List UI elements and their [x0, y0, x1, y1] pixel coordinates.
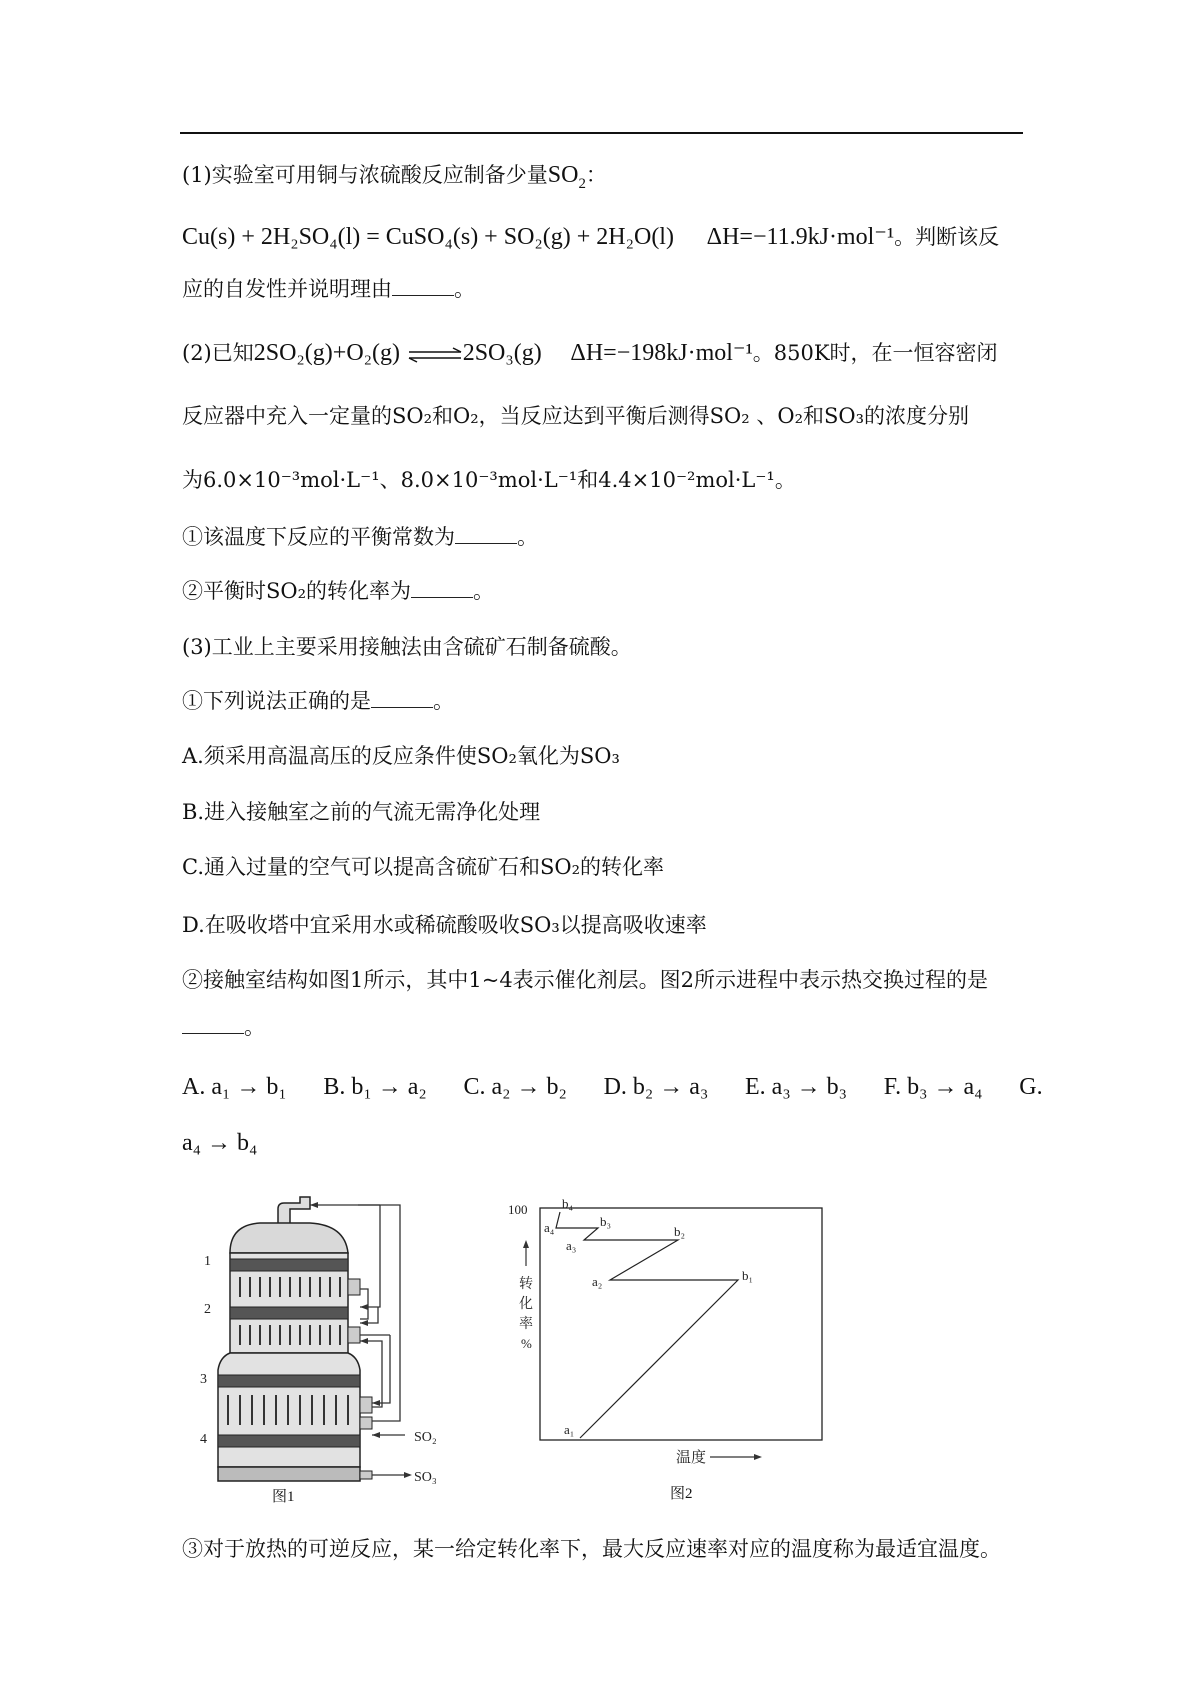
option-g-continued: a₄ → b₄ [182, 1130, 258, 1156]
point-label: b₁ [742, 1268, 754, 1283]
question-2-sub2: ②平衡时SO₂的转化率为 。 [182, 579, 495, 603]
conversion-temperature-chart [500, 1190, 830, 1490]
question-3-sub2-end: 。 [182, 1012, 265, 1042]
point-label: b₂ [674, 1224, 686, 1239]
choice-c: C.通入过量的空气可以提高含硫矿石和SO₂的转化率 [182, 855, 665, 879]
point-label: a₂ [592, 1274, 603, 1289]
equilibrium-arrow-icon [407, 347, 463, 363]
question-1-line3: 应的自发性并说明理由 。 [182, 277, 475, 301]
question-2-line1: (2)已知2SO₂(g)+O₂(g) 2SO₃(g) ΔH=−198kJ·mol⁻¹。850K时，在一恒容密闭 [182, 340, 998, 366]
question-2-sub1: ①该温度下反应的平衡常数为 。 [182, 525, 538, 549]
answer-blank[interactable] [455, 525, 517, 544]
question-3-intro: (3)工业上主要采用接触法由含硫矿石制备硫酸。 [182, 635, 632, 659]
figure-1 [200, 1195, 460, 1509]
figure-2 [500, 1190, 830, 1502]
question-1-intro: (1)实验室可用铜与浓硫酸反应制备少量$SO_2$： [182, 162, 607, 192]
choice-d: D.在吸收塔中宜采用水或稀硫酸吸收SO₃以提高吸收速率 [182, 913, 707, 937]
answer-blank[interactable] [411, 579, 473, 598]
layer-label: 4 [200, 1432, 207, 1447]
choice-a: A.须采用高温高压的反应条件使SO₂氧化为SO₃ [182, 744, 620, 768]
equation-1: Cu(s) + 2H₂SO₄(l) = CuSO₄(s) + SO₂(g) + 2H₂O(l) ΔH=−11.9kJ·mol⁻¹。判断该反 [182, 224, 1000, 250]
option-e: E. a₃ → b₃ [745, 1074, 848, 1100]
choice-b: B.进入接触室之前的气流无需净化处理 [182, 800, 541, 824]
point-label: a₃ [566, 1238, 577, 1253]
header-rule [180, 132, 1023, 134]
option-b: B. b₁ → a₂ [323, 1074, 427, 1100]
options-row [182, 1072, 1073, 1102]
question-3-sub2: ②接触室结构如图1所示，其中1~4表示催化剂层。图2所示进程中表示热交换过程的是 [182, 968, 989, 992]
layer-label: 2 [204, 1302, 211, 1317]
y-label-char: % [521, 1336, 532, 1351]
reaction-path [556, 1212, 738, 1438]
point-label: a₄ [544, 1220, 555, 1235]
outlet-label: SO₃ [414, 1470, 437, 1485]
question-3-sub1: ①下列说法正确的是 。 [182, 689, 454, 713]
option-c: C. a₂ → b₂ [463, 1074, 567, 1100]
contact-chamber-diagram [200, 1195, 460, 1505]
answer-blank[interactable] [392, 277, 454, 296]
y-label-char: 化 [519, 1297, 533, 1312]
layer-label: 3 [200, 1372, 207, 1387]
question-2-line3: 为6.0×10⁻³mol·L⁻¹、8.0×10⁻³mol·L⁻¹和4.4×10⁻²mol·L⁻¹。 [182, 468, 796, 492]
option-f: F. b₃ → a₄ [883, 1074, 983, 1100]
option-g: G. [1019, 1074, 1043, 1100]
point-label: a₁ [564, 1422, 575, 1437]
inlet-label: SO₂ [414, 1430, 437, 1445]
option-d: D. b₂ → a₃ [603, 1074, 709, 1100]
answer-blank[interactable] [182, 1015, 244, 1034]
figure-1-caption: 图1 [272, 1489, 295, 1505]
answer-blank[interactable] [371, 689, 433, 708]
y-label-char: 率 [519, 1317, 533, 1332]
point-label: b₃ [600, 1214, 612, 1229]
question-2-line2: 反应器中充入一定量的SO₂和O₂，当反应达到平衡后测得SO₂ 、O₂和SO₃的浓度分别 [182, 404, 970, 428]
point-label: b₄ [562, 1196, 574, 1211]
y-label-char: 转 [519, 1277, 533, 1292]
figure-2-caption: 图2 [670, 1486, 693, 1502]
option-a: A. a₁ → b₁ [182, 1074, 287, 1100]
x-label: 温度 [676, 1450, 707, 1466]
layer-label: 1 [204, 1254, 211, 1269]
question-3-sub3: ③对于放热的可逆反应，某一给定转化率下，最大反应速率对应的温度称为最适宜温度。 [182, 1537, 1001, 1561]
y-tick-100: 100 [508, 1202, 528, 1217]
